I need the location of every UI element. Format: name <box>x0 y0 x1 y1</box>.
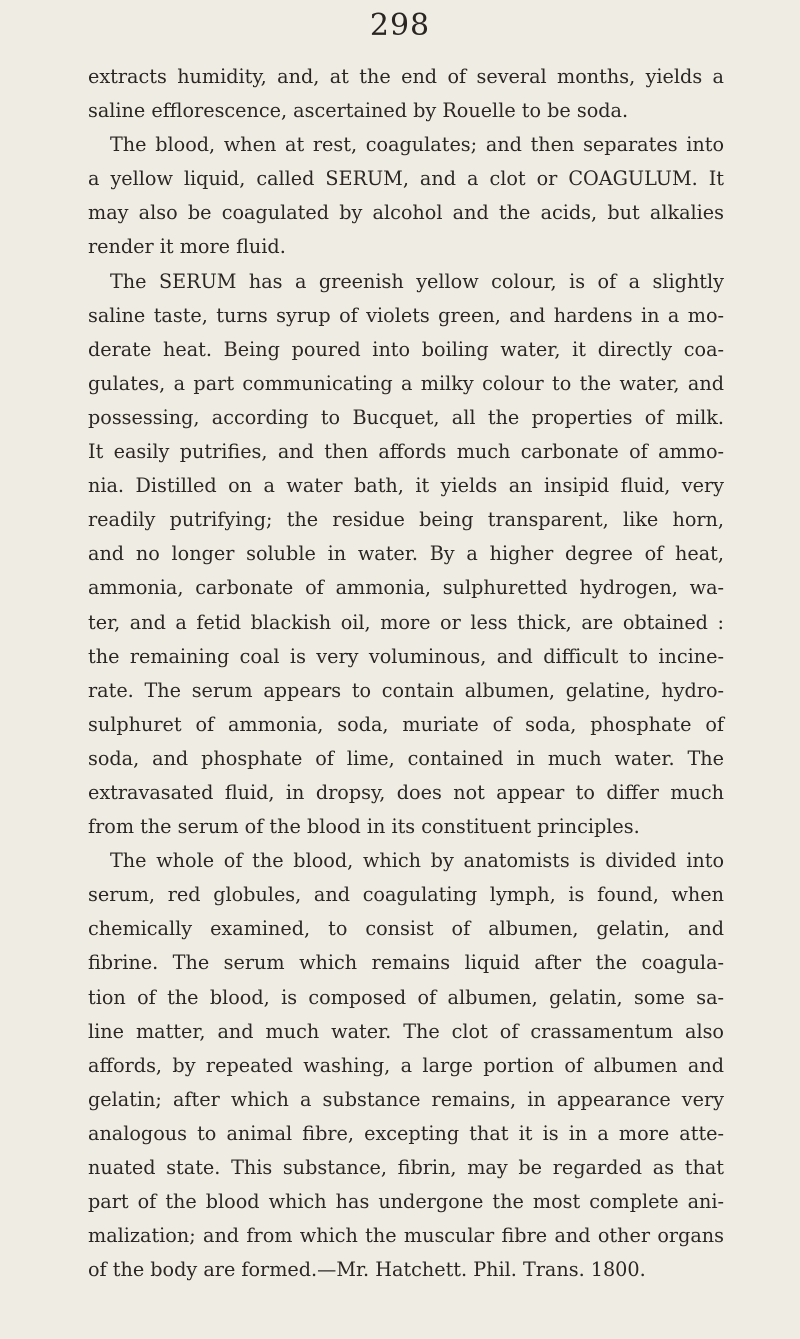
text-line: tion of the blood, is composed of albumen, gelatin, some sa- <box>88 985 724 1009</box>
page-number: 298 <box>369 8 431 43</box>
text-line: It easily putrifies, and then affords much carbonate of ammo- <box>88 440 724 464</box>
text-line: possessing, according to Bucquet, all the properties of milk. <box>88 405 724 429</box>
text-line: rate. The serum appears to contain albumen, gelatine, hydro- <box>88 678 724 702</box>
text-line: The SERUM has a greenish yellow colour, is of a slightly <box>110 269 724 293</box>
text-line: soda, and phosphate of lime, contained in much water. The <box>88 746 724 770</box>
text-line: part of the blood which has undergone the most complete ani- <box>88 1190 724 1214</box>
text-line: may also be coagulated by alcohol and the acids, but alkalies <box>88 201 724 225</box>
text-line: analogous to animal fibre, excepting that it is in a more atte- <box>88 1121 724 1145</box>
text-line: affords, by repeated washing, a large portion of albumen and <box>88 1053 724 1077</box>
text-line: extravasated fluid, in dropsy, does not appear to differ much <box>88 780 724 804</box>
text-line: chemically examined, to consist of albumen, gelatin, and <box>88 917 724 941</box>
text-line: the remaining coal is very voluminous, and difficult to incine- <box>88 644 724 668</box>
body-text <box>88 60 724 1287</box>
text-line: ter, and a fetid blackish oil, more or less thick, are obtained : <box>88 610 724 634</box>
text-line: and no longer soluble in water. By a higher degree of heat, <box>88 542 724 566</box>
text-line: gulates, a part communicating a milky colour to the water, and <box>88 371 724 395</box>
text-line: derate heat. Being poured into boiling water, it directly coa- <box>88 337 724 361</box>
text-line: from the serum of the blood in its constituent principles. <box>88 815 640 839</box>
text-line: saline taste, turns syrup of violets green, and hardens in a mo- <box>88 303 724 327</box>
text-line: ammonia, carbonate of ammonia, sulphuretted hydrogen, wa- <box>88 576 724 600</box>
text-line: extracts humidity, and, at the end of several months, yields a <box>88 65 724 88</box>
text-line: nia. Distilled on a water bath, it yields an insipid fluid, very <box>88 474 724 498</box>
text-line: line matter, and much water. The clot of crassamentum also <box>88 1019 724 1043</box>
text-line: serum, red globules, and coagulating lymph, is found, when <box>88 883 724 907</box>
text-line: render it more fluid. <box>88 235 286 259</box>
text-line: sulphuret of ammonia, soda, muriate of soda, phosphate of <box>88 712 724 736</box>
text-line: The whole of the blood, which by anatomists is divided into <box>110 849 724 873</box>
text-line: of the body are formed.—Mr. Hatchett. Phil. Trans. 1800. <box>88 1258 646 1282</box>
text-line: a yellow liquid, called SERUM, and a clot or COAGULUM. It <box>88 167 724 191</box>
text-line: fibrine. The serum which remains liquid after the coagula- <box>88 951 724 975</box>
text-line: nuated state. This substance, fibrin, may be regarded as that <box>88 1156 724 1179</box>
text-line: saline efflorescence, ascertained by Rouelle to be soda. <box>88 99 629 123</box>
text-line: gelatin; after which a substance remains, in appearance very <box>88 1087 724 1111</box>
text-line: malization; and from which the muscular fibre and other organs <box>88 1224 724 1248</box>
text-line: readily putrifying; the residue being transparent, like horn, <box>88 508 724 532</box>
text-line: The blood, when at rest, coagulates; and then separates into <box>110 133 724 157</box>
